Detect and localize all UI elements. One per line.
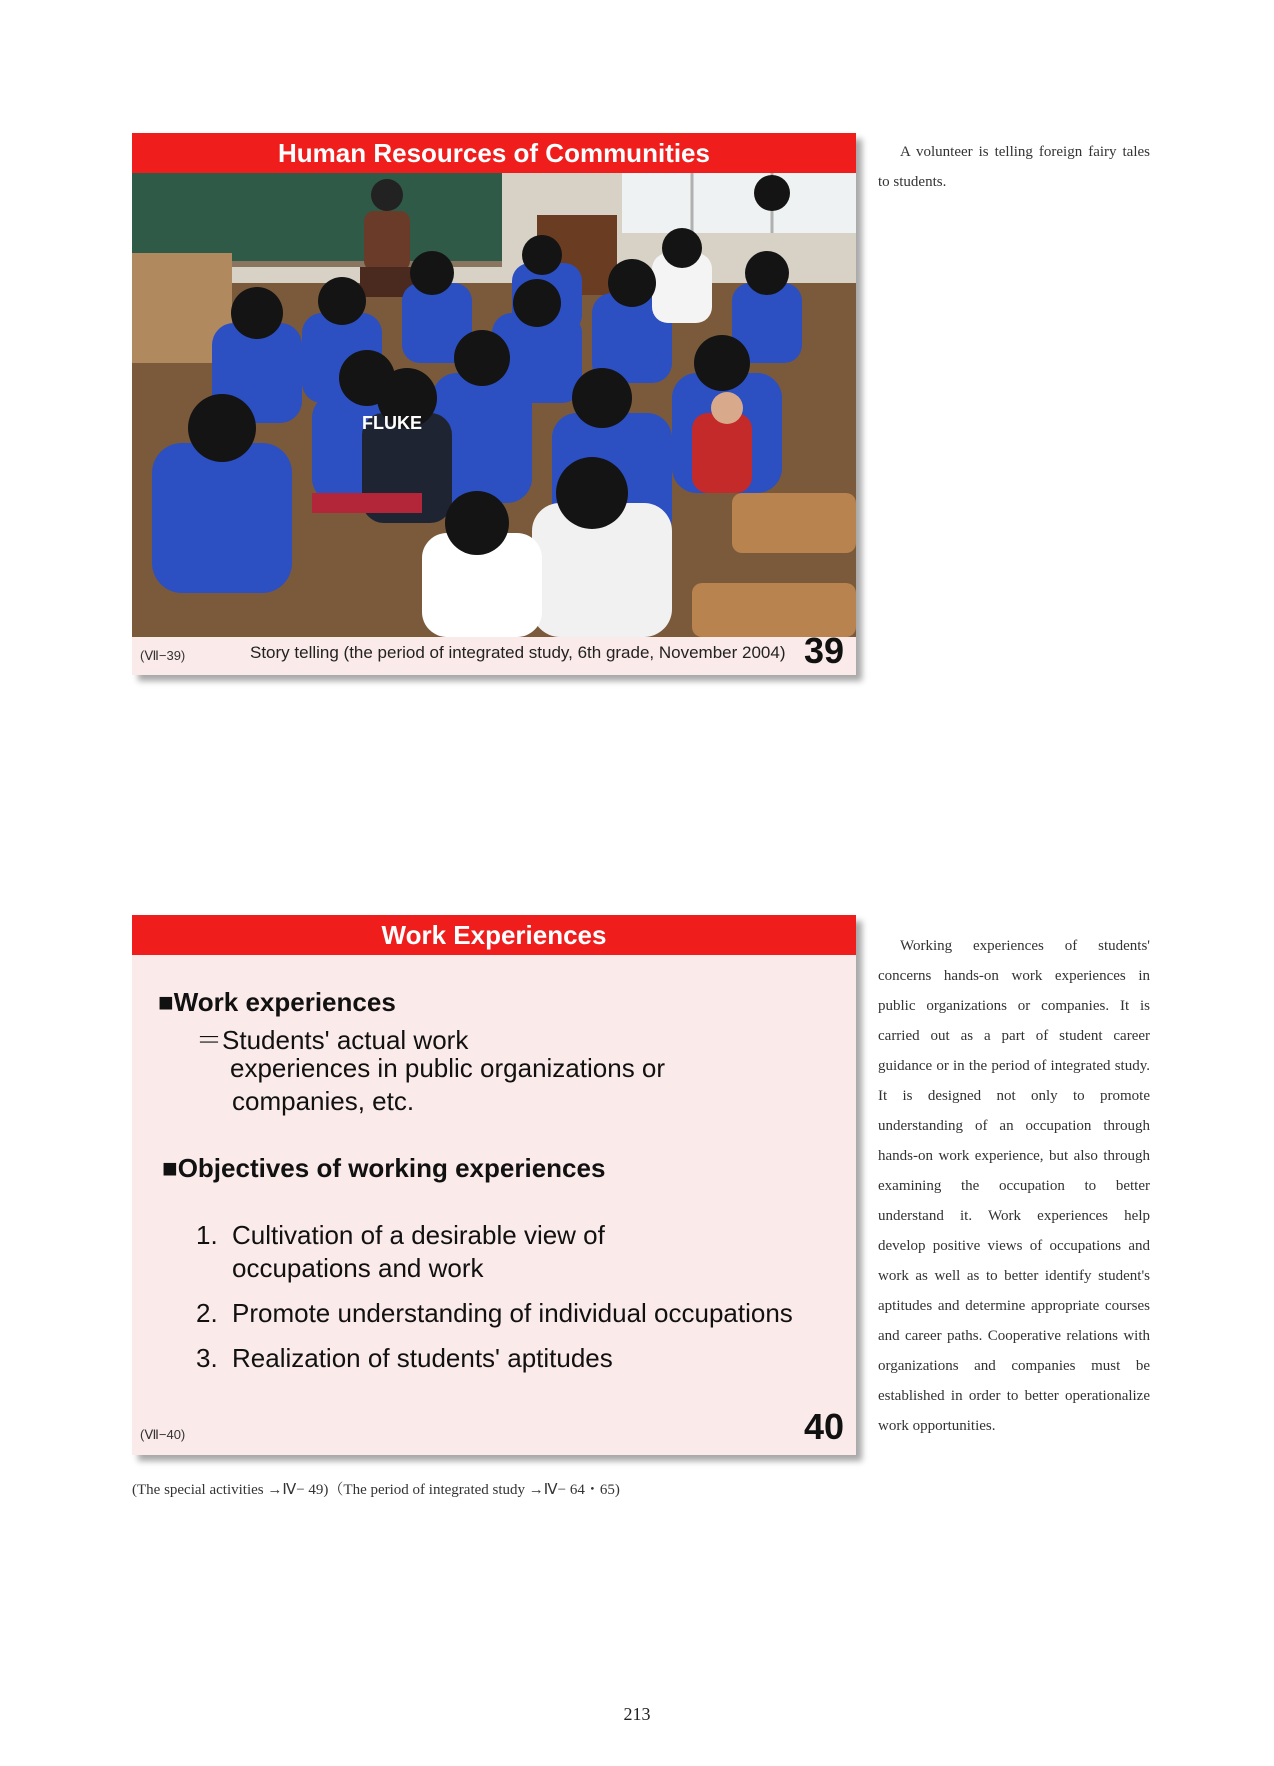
definition-line: experiences in public organizations or: [230, 1053, 666, 1083]
slide-39-description: A volunteer is telling foreign fairy tales to students.: [878, 144, 1150, 190]
objective-text: Realization of students' aptitudes: [232, 1343, 613, 1373]
classroom-photo: [132, 173, 856, 637]
slide-caption: Story telling (the period of integrated study, 6th grade, November 2004): [250, 643, 786, 662]
objective-text: occupations and work: [232, 1253, 484, 1283]
classroom-photo-illustration: [132, 173, 856, 637]
objective-number: 1.: [196, 1220, 218, 1250]
slide-code: (Ⅶ−40): [140, 1427, 186, 1442]
slide-title: Work Experiences: [132, 915, 856, 955]
heading-work-experiences: ■Work experiences: [158, 987, 396, 1017]
slide-39: [132, 133, 856, 675]
objective-text: Cultivation of a desirable view of: [232, 1220, 605, 1250]
slide-40: [132, 915, 856, 1455]
slide-40-description: Working experiences of students' concerns hands-on work experiences in public organizations or companies. It is carried out as a part of student career guidance or in the period of integrated study. It is designed not only to promote understanding of an occupation through hands-on work experience, but also through examining the occupation to better understand it. Work experiences help develop positive views of occupations and work as well as to better identify student's aptitudes and determine appropriate courses and career paths. Cooperative relations with organizations and companies must be established in order to better operationalize work opportunities.: [878, 938, 1150, 1434]
slide-number: 40: [803, 1406, 844, 1447]
cross-reference-footnote: (The special activities →Ⅳ− 49)（The period of integrated study →Ⅳ− 64・65): [132, 1482, 620, 1498]
shirt-text: FLUKE: [362, 413, 422, 433]
definition-line: ＝Students' actual work: [196, 1025, 469, 1055]
slide-number: 39: [803, 630, 844, 671]
objective-text: Promote understanding of individual occupations: [232, 1298, 793, 1328]
heading-objectives: ■Objectives of working experiences: [162, 1153, 606, 1183]
objective-number: 2.: [196, 1298, 218, 1328]
slide-code: (Ⅶ−39): [140, 648, 186, 663]
page-number: 213: [623, 1704, 651, 1724]
definition-line: companies, etc.: [232, 1086, 415, 1116]
objective-number: 3.: [196, 1343, 218, 1373]
slide-title: Human Resources of Communities: [132, 133, 856, 173]
